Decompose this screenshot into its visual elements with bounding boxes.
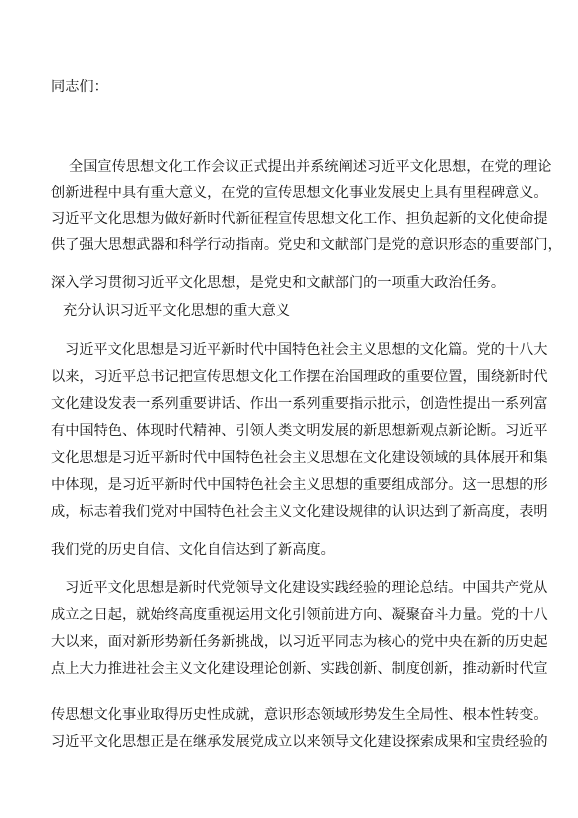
- para2-line-3: 大以来，面对新形势新任务新挑战，以习近平同志为核心的党中央在新的历史起: [51, 634, 548, 650]
- intro-line-5: 深入学习贯彻习近平文化思想，是党史和文献部门的一项重大政治任务。: [51, 275, 506, 291]
- intro-line-2: 创新进程中具有重大意义，在党的宣传思想文化事业发展史上具有里程碑意义。: [51, 185, 548, 201]
- para2-line-4: 点上大力推进社会主义文化建设理论创新、实践创新、制度创新，推动新时代宣: [51, 661, 548, 677]
- para1-line-7: 成，标志着我们党对中国特色社会主义文化建设规律的认识达到了新高度，表明: [51, 504, 548, 520]
- para2-line-5: 传思想文化事业取得历史性成就，意识形态领域形势发生全局性、根本性转变。: [51, 707, 548, 723]
- para1-line-1: 习近平文化思想是习近平新时代中国特色社会主义思想的文化篇。党的十八大: [65, 342, 548, 358]
- para1-line-3: 文化建设发表一系列重要讲话、作出一系列重要指示批示，创造性提出一系列富: [51, 396, 548, 412]
- para2-line-6: 习近平文化思想正是在继承发展党成立以来领导文化建设探索成果和宝贵经验的: [51, 734, 548, 750]
- para2-line-2: 成立之日起，就始终高度重视运用文化引领前进方向、凝聚奋斗力量。党的十八: [51, 607, 548, 623]
- salutation: 同志们：: [51, 79, 108, 95]
- intro-line-1: 全国宣传思想文化工作会议正式提出并系统阐述习近平文化思想，在党的理论: [69, 159, 552, 175]
- para2-line-1: 习近平文化思想是新时代党领导文化建设实践经验的理论总结。中国共产党从: [65, 580, 548, 596]
- intro-line-4: 供了强大思想武器和科学行动指南。党史和文献部门是党的意识形态的重要部门，: [51, 237, 562, 253]
- para1-line-2: 以来，习近平总书记把宣传思想文化工作摆在治国理政的重要位置，围绕新时代: [51, 369, 548, 385]
- section-heading: 充分认识习近平文化思想的重大意义: [63, 303, 291, 319]
- intro-line-3: 习近平文化思想为做好新时代新征程宣传思想文化工作、担负起新的文化使命提: [51, 211, 548, 227]
- para1-line-6: 中体现，是习近平新时代中国特色社会主义思想的重要组成部分。这一思想的形: [51, 477, 548, 493]
- para1-line-8: 我们党的历史自信、文化自信达到了新高度。: [51, 542, 335, 558]
- para1-line-4: 有中国特色、体现时代精神、引领人类文明发展的新思想新观点新论断。习近平: [51, 423, 548, 439]
- para1-line-5: 文化思想是习近平新时代中国特色社会主义思想在文化建设领域的具体展开和集: [51, 450, 548, 466]
